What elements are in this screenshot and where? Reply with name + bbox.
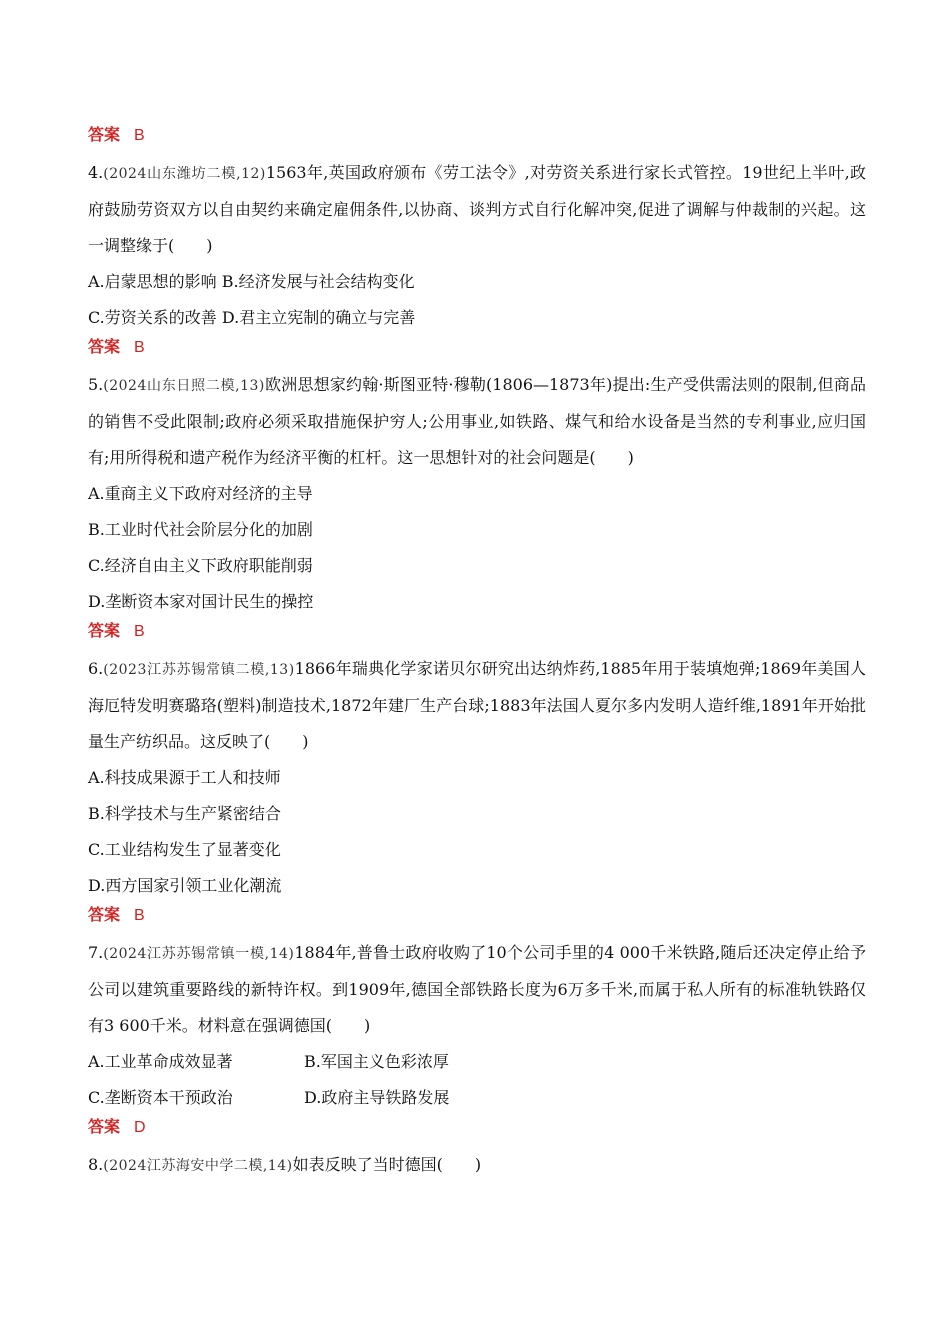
question-number: 7. [88,943,104,962]
answer-option: D.政府主导铁路发展 [304,1088,450,1107]
answer-label: 答案 [88,337,121,356]
question-text: 欧洲思想家约翰·斯图亚特·穆勒(1806—1873年)提出:生产受供需法则的限制,但商品的销售不受此限制;政府必须采取措施保护穷人;公用事业,如铁路、煤气和给水设备是当然的专利事业,应归国有;用所得税和遗产税作为经济平衡的杠杆。这一思想针对的社会问题是( ) [88,375,866,467]
answer-option-row [88,1044,866,1080]
answer-line [88,620,866,643]
question-stem [88,935,866,1044]
answer-value: B [134,127,145,144]
answer-line [88,1116,866,1139]
answer-label: 答案 [88,125,121,144]
question-source: (2024山东日照二模,13) [103,378,265,394]
answer-value: D [134,1119,146,1136]
question-stem [88,155,866,264]
answer-option: C.工业结构发生了显著变化 [88,840,281,859]
answer-option: A.启蒙思想的影响 B.经济发展与社会结构变化 [88,272,415,291]
answer-option: C.经济自由主义下政府职能削弱 [88,556,313,575]
answer-option: B.科学技术与生产紧密结合 [88,804,281,823]
answer-option: B.军国主义色彩浓厚 [304,1052,449,1071]
question-stem [88,651,866,760]
answer-option: D.垄断资本家对国计民生的操控 [88,592,314,611]
document-content [88,124,866,1184]
question-source: (2024江苏苏锡常镇一模,14) [103,946,295,962]
answer-option: B.工业时代社会阶层分化的加剧 [88,520,313,539]
question-stem [88,1147,866,1184]
answer-option: C.垄断资本干预政治 [88,1088,233,1107]
answer-value: B [134,907,145,924]
answer-line [88,904,866,927]
question-stem [88,367,866,476]
answer-label: 答案 [88,1117,121,1136]
question-number: 8. [88,1155,104,1174]
question-number: 6. [88,659,104,678]
answer-value: B [134,623,145,640]
question-source: (2023江苏苏锡常镇二模,13) [103,662,295,678]
question-source: (2024山东潍坊二模,12) [103,166,266,182]
answer-option: A.重商主义下政府对经济的主导 [88,484,313,503]
question-text: 1884年,普鲁士政府收购了10个公司手里的4 000千米铁路,随后还决定停止给予公司以建筑重要路线的新特许权。到1909年,德国全部铁路长度为6万多千米,而属于私人所有的标准轨铁路仅有3 600千米。材料意在强调德国( ) [88,943,866,1035]
answer-option: A.科技成果源于工人和技师 [88,768,281,787]
answer-line [88,124,866,147]
question-source: (2024江苏海安中学二模,14) [103,1158,293,1174]
answer-option-row [88,1080,866,1116]
question-text: 如表反映了当时德国( ) [292,1155,482,1174]
question-number: 5. [88,375,104,394]
answer-option: D.西方国家引领工业化潮流 [88,876,282,895]
answer-label: 答案 [88,621,121,640]
question-number: 4. [88,163,104,182]
question-text: 1866年瑞典化学家诺贝尔研究出达纳炸药,1885年用于装填炮弹;1869年美国人海厄特发明赛璐珞(塑料)制造技术,1872年建厂生产台球;1883年法国人夏尔多内发明人造纤维,1891年开始批量生产纺织品。这反映了( ) [88,659,866,751]
answer-line [88,336,866,359]
answer-value: B [134,339,145,356]
answer-option: A.工业革命成效显著 [88,1052,233,1071]
answer-label: 答案 [88,905,121,924]
answer-option: C.劳资关系的改善 D.君主立宪制的确立与完善 [88,308,416,327]
question-text: 1563年,英国政府颁布《劳工法令》,对劳资关系进行家长式管控。19世纪上半叶,政府鼓励劳资双方以自由契约来确定雇佣条件,以协商、谈判方式自行化解冲突,促进了调解与仲裁制的兴起。这一调整缘于( ) [88,163,866,255]
